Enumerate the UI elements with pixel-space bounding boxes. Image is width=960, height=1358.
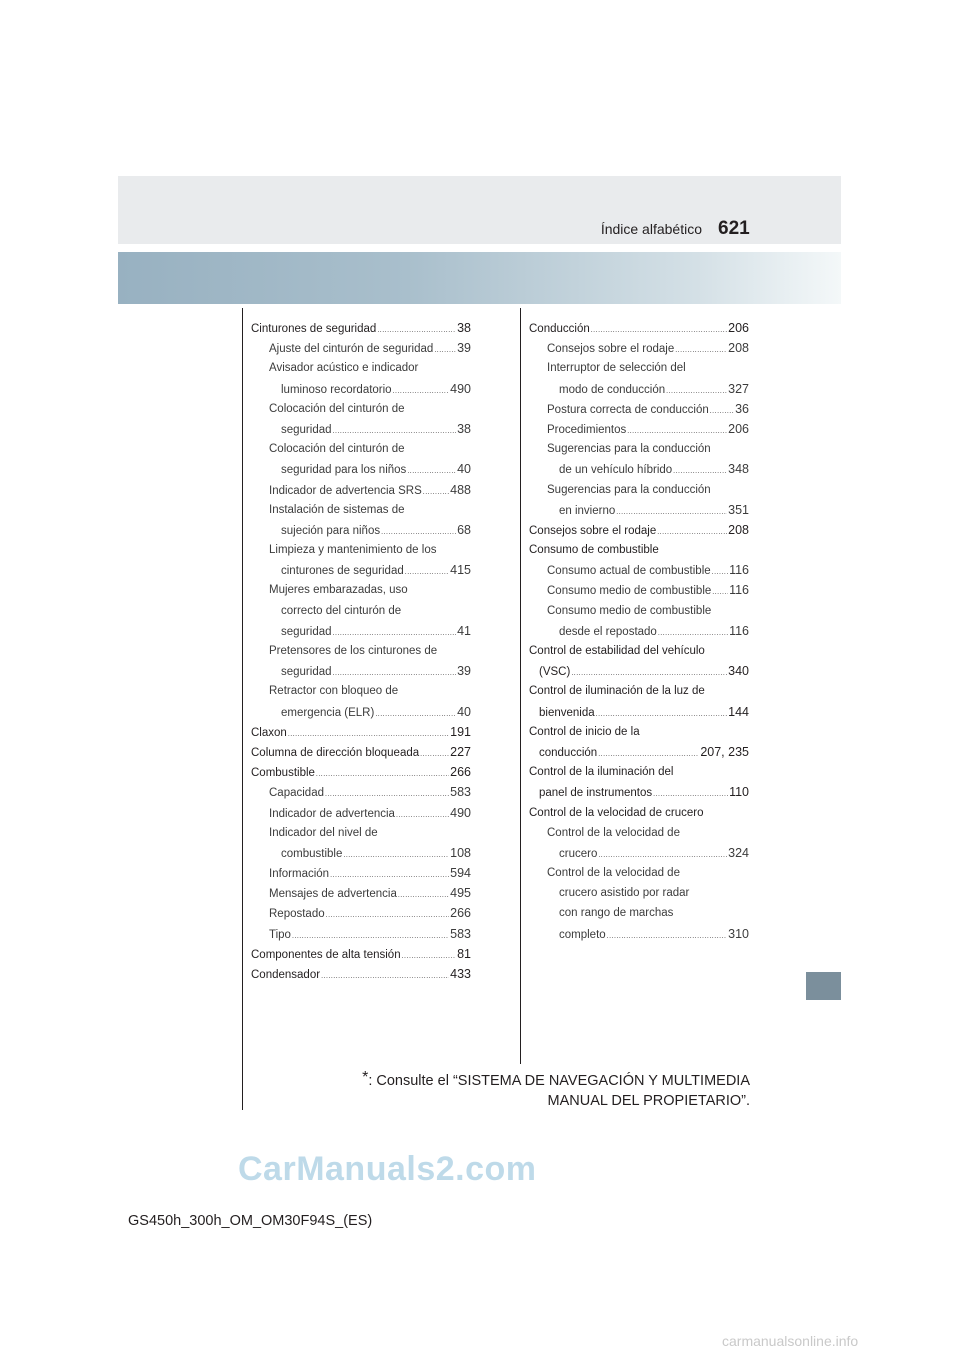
index-entry [529,742,749,762]
section-tab-marker [806,972,841,1000]
dot-leader [330,866,449,886]
index-entry [251,520,471,540]
index-entry [529,318,749,338]
index-entry [251,500,471,520]
dot-leader [423,483,449,503]
index-entry [529,580,749,600]
index-entry-text: Limpieza y mantenimiento de los [269,544,437,557]
index-entry-text: Conducción [529,323,590,335]
index-entry [529,480,749,500]
index-entry-page: 351 [728,502,749,517]
dot-leader [712,563,728,583]
index-entry [251,863,471,883]
index-entry-page: 40 [457,704,471,719]
index-column-left [251,318,471,984]
index-entry [251,641,471,661]
index-entry-page: 433 [450,967,471,981]
index-entry-text: Indicador de advertencia [269,807,395,820]
index-entry [251,742,471,762]
dot-leader [375,705,456,725]
index-entry-text: seguridad [281,666,332,679]
index-entry [529,540,749,560]
index-entry [529,358,749,378]
index-entry-page: 116 [729,563,749,578]
index-entry-text: Procedimientos [547,423,627,436]
dot-leader [616,503,727,523]
index-entry-text: seguridad [281,625,332,638]
index-entry [251,601,471,621]
index-entry [251,843,471,863]
index-entry-text: seguridad para los niños [281,464,407,477]
dot-leader [326,906,450,926]
index-entry-text: Ajuste del cinturón de seguridad [269,343,434,356]
index-entry-text: Repostado [269,908,325,921]
index-entry [251,318,471,338]
index-entry-text: Columna de dirección bloqueada [251,746,420,759]
index-entry-page: 206 [728,421,749,436]
index-entry-page: 108 [450,845,471,860]
index-entry-page: 110 [729,785,749,800]
index-entry [251,419,471,439]
index-entry [529,702,749,722]
index-entry-text: completo [559,928,606,941]
index-entry-text: Consumo medio de combustible [547,604,712,617]
index-entry [529,661,749,681]
index-entry [251,702,471,722]
index-entry-page: 191 [450,724,471,739]
index-entry-text: Información [269,868,330,881]
index-entry [529,399,749,419]
index-entry-text: Colocación del cinturón de [269,443,405,456]
index-entry-text: (VSC) [539,666,571,679]
dot-leader [657,523,727,543]
dot-leader [434,341,456,361]
index-entry-text: Control de la velocidad de [547,867,680,880]
index-entry [251,358,471,378]
index-entry-page: 340 [728,664,749,679]
index-entry [529,560,749,580]
index-entry [529,722,749,742]
left-rule [242,308,243,1110]
dot-leader [607,927,727,947]
index-entry-page: 488 [450,482,471,497]
index-entry [529,803,749,823]
dot-leader [288,725,449,745]
index-entry [251,580,471,600]
index-entry [529,924,749,944]
index-entry-text: crucero asistido por radar [559,887,690,900]
index-entry [251,883,471,903]
index-entry-page: 39 [457,664,471,679]
dot-leader [377,321,456,341]
dot-leader [398,886,449,906]
index-entry-text: Consejos sobre el rodaje [547,343,675,356]
index-entry-page: 207, 235 [700,744,749,759]
site-label: carmanualsonline.info [722,1333,859,1349]
index-entry [251,762,471,782]
index-entry-page: 490 [450,805,471,820]
dot-leader [712,583,728,603]
index-entry-page: 495 [450,886,471,901]
index-entry-page: 68 [457,522,471,537]
index-entry [251,399,471,419]
dot-leader [325,785,449,805]
index-entry-text: luminoso recordatorio [281,383,392,396]
index-entry-text: Retractor con bloqueo de [269,685,399,698]
index-entry-text: Control de iluminación de la luz de [529,685,705,698]
index-entry-page: 583 [450,926,471,941]
footnote-line-2: MANUAL DEL PROPIETARIO”. [547,1093,750,1109]
index-entry-text: Claxon [251,726,287,739]
index-entry [529,782,749,802]
index-entry [251,964,471,984]
index-entry [529,641,749,661]
index-entry [251,338,471,358]
index-entry-page: 227 [450,744,471,759]
index-entry-page: 266 [450,906,471,921]
footnote-line-1: : Consulte el “SISTEMA DE NAVEGACIÓN Y MULTIMEDIA [368,1073,750,1089]
index-entry [251,924,471,944]
index-entry-page: 208 [728,341,749,356]
index-entry-text: Postura correcta de conducción [547,403,709,416]
index-entry-page: 38 [457,421,471,436]
index-entry [529,762,749,782]
index-entry-text: Control de la velocidad de crucero [529,806,704,819]
index-entry [251,722,471,742]
index-entry-text: Control de la iluminación del [529,766,674,779]
dot-leader [666,382,727,402]
index-entry-text: Pretensores de los cinturones de [269,645,438,657]
header-gradient-band [118,252,841,304]
index-entry [529,379,749,399]
center-rule [520,308,521,1064]
index-entry [251,459,471,479]
index-entry [529,338,749,358]
index-entry-page: 266 [450,765,471,780]
index-entry-text: Instalación de sistemas de [269,503,405,516]
index-entry [251,661,471,681]
index-entry-text: Avisador acústico e indicador [269,362,419,375]
index-entry-page: 583 [450,785,471,800]
index-entry-text: seguridad [281,423,332,436]
index-entry [529,823,749,843]
index-entry-text: modo de conducción [559,383,666,396]
index-entry-text: Cinturones de seguridad [251,323,377,335]
index-entry-page: 348 [728,462,749,477]
index-entry-page: 39 [457,341,471,356]
index-entry-page: 144 [728,704,749,719]
index-entry-text: Indicador del nivel de [269,826,378,839]
index-entry-text: Consumo de combustible [529,544,659,557]
dot-leader [316,765,449,785]
index-entry [529,520,749,540]
index-entry-text: Colocación del cinturón de [269,402,405,415]
index-entry-page: 415 [450,563,471,578]
dot-leader [396,806,449,826]
dot-leader [407,462,456,482]
dot-leader [405,563,449,583]
index-entry [251,540,471,560]
index-entry [251,621,471,641]
index-entry [251,803,471,823]
index-entry-page: 324 [728,845,749,860]
index-entry-page: 81 [457,946,471,961]
dot-leader [292,927,449,947]
index-entry-page: 490 [450,381,471,396]
index-entry [529,681,749,701]
index-entry-text: combustible [281,847,343,860]
index-entry-text: Indicador de advertencia SRS [269,484,422,497]
index-entry-page: 208 [728,522,749,537]
index-entry-page: 206 [728,321,749,335]
index-entry [529,419,749,439]
index-entry [529,843,749,863]
index-entry-text: en invierno [559,504,616,517]
index-entry-page: 36 [735,401,749,416]
index-entry-text: Consejos sobre el rodaje [529,524,657,537]
footnote-marker: * [362,1069,369,1086]
index-entry-text: Mensajes de advertencia [269,888,397,901]
index-entry [529,883,749,903]
index-entry-text: Control de estabilidad del vehículo [529,645,705,657]
index-entry [529,500,749,520]
index-entry [251,379,471,399]
index-entry-text: Tipo [269,928,291,941]
index-entry-text: Mujeres embarazadas, uso [269,584,408,597]
index-entry [529,439,749,459]
index-entry-text: Condensador [251,969,321,981]
index-entry-text: Capacidad [269,787,324,800]
index-entry-text: bienvenida [539,706,595,719]
index-entry-text: Control de la velocidad de [547,826,680,839]
index-entry [251,903,471,923]
index-entry-text: cinturones de seguridad [281,565,404,578]
index-entry-text: panel de instrumentos [539,787,653,800]
dot-leader [402,947,456,967]
index-entry-text: Consumo actual de combustible [547,565,711,578]
footnote [338,1068,750,1111]
index-entry [251,681,471,701]
index-entry-page: 327 [728,381,749,396]
index-entry [251,480,471,500]
index-entry-text: sujeción para niños [281,524,381,537]
index-entry [529,863,749,883]
index-column-right [529,318,749,944]
index-entry [529,601,749,621]
index-entry-page: 38 [457,321,471,335]
page-number: 621 [718,218,750,239]
index-entry-text: Interruptor de selección del [547,362,686,375]
index-entry-text: con rango de marchas [559,907,674,920]
document-id: GS450h_300h_OM_OM30F94S_(ES) [128,1213,373,1229]
index-entry-text: desde el repostado [559,625,657,638]
index-entry-text: Sugerencias para la conducción [547,443,711,456]
index-entry-text: Sugerencias para la conducción [547,483,711,496]
index-entry [529,903,749,923]
index-entry-page: 40 [457,462,471,477]
dot-leader [591,321,727,341]
index-entry-text: emergencia (ELR) [281,706,375,719]
index-entry-page: 116 [729,583,749,598]
index-entry-text: conducción [539,746,598,759]
index-entry [529,621,749,641]
index-entry-text: correcto del cinturón de [281,604,402,617]
index-entry-page: 116 [729,623,749,638]
index-entry-text: de un vehículo híbrido [559,464,673,477]
index-entry-page: 310 [728,926,749,941]
watermark-logo: CarManuals2.com [238,1150,537,1188]
index-entry-text: Componentes de alta tensión [251,948,401,961]
index-entry-text: Consumo medio de combustible [547,585,712,598]
index-entry-text: crucero [559,847,598,860]
index-entry [251,439,471,459]
index-entry [529,459,749,479]
index-entry [251,560,471,580]
section-title: Índice alfabético [600,221,702,237]
index-entry [251,823,471,843]
index-entry-text: Control de inicio de la [529,725,640,738]
index-entry [251,782,471,802]
index-entry-text: Combustible [251,767,315,780]
dot-leader [420,745,449,765]
index-entry-page: 41 [457,623,471,638]
index-entry [251,944,471,964]
dot-leader [343,846,449,866]
index-entry-page: 594 [450,866,471,881]
dot-leader [321,967,449,987]
